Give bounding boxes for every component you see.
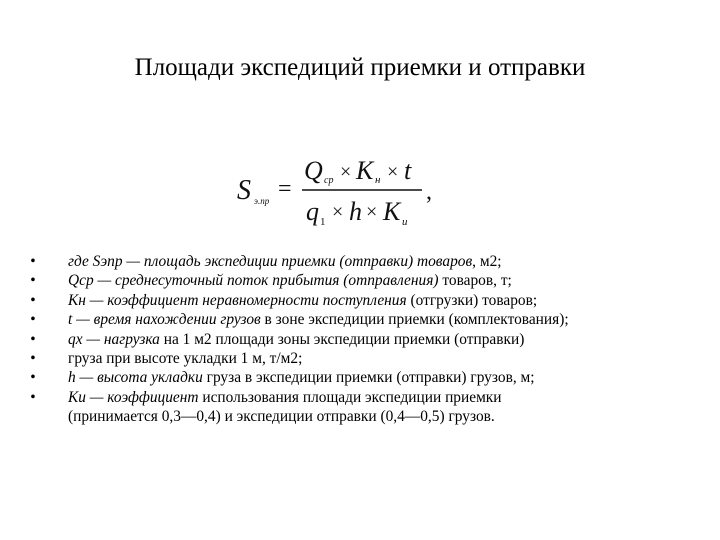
item-plain: использования площади экспедиции приемки bbox=[198, 388, 502, 406]
formula-den-k: K bbox=[383, 197, 401, 226]
list-item bbox=[28, 252, 708, 271]
slide-title: Площади экспедиций приемки и отправки bbox=[134, 54, 586, 81]
item-plain: груза при высоте укладки 1 м, т/м2; bbox=[68, 350, 303, 368]
formula-num-t: t bbox=[404, 156, 412, 185]
list-item bbox=[28, 388, 708, 407]
list-item bbox=[28, 349, 708, 368]
item-plain: , м2; bbox=[472, 253, 502, 270]
item-italic: Qср — среднесуточный поток прибытия (отправления) bbox=[68, 272, 439, 290]
formula-num-times2: × bbox=[387, 161, 399, 183]
formula-num-k: K bbox=[356, 156, 374, 185]
bullet-icon: • bbox=[30, 369, 36, 387]
item-plain: на 1 м2 площади зоны экспедиции приемки (отправки) bbox=[159, 330, 525, 348]
bullet-icon: • bbox=[30, 330, 36, 348]
item-plain: (отгрузки) товаров; bbox=[406, 291, 538, 309]
formula-graphic bbox=[232, 150, 452, 230]
item-plain: груза в экспедиции приемки (отправки) грузов, м; bbox=[202, 369, 535, 387]
formula-den-times1: × bbox=[332, 201, 344, 223]
formula-trailing-comma: , bbox=[426, 179, 432, 205]
list-item bbox=[28, 330, 708, 349]
formula-num-k-sub: н bbox=[375, 174, 381, 186]
item-italic: Ки — коэффициент bbox=[68, 388, 199, 406]
item-italic: Кн — коэффициент неравномерности поступления bbox=[68, 291, 407, 309]
item-italic: h — высота укладки bbox=[68, 369, 203, 387]
formula-den-q-sub: 1 bbox=[320, 216, 326, 228]
bullet-icon: • bbox=[30, 311, 36, 329]
list-item bbox=[28, 310, 708, 329]
formula-den-h: h bbox=[349, 197, 362, 226]
formula-num-q: Q bbox=[304, 156, 323, 185]
area-formula bbox=[232, 150, 452, 230]
continuation-text: (принимается 0,3—0,4) и экспедиции отправки (0,4—0,5) грузов. bbox=[68, 408, 495, 426]
bullet-icon: • bbox=[30, 253, 36, 270]
list-item bbox=[28, 368, 708, 387]
list-item bbox=[28, 271, 708, 290]
bullet-icon: • bbox=[30, 291, 36, 309]
formula-den-k-sub: и bbox=[402, 216, 408, 228]
item-italic: где Sэпр — площадь экспедиции приемки (отправки) товаров bbox=[68, 253, 473, 270]
item-italic: t — время нахождении грузов bbox=[68, 311, 261, 329]
list-item bbox=[28, 291, 708, 310]
formula-lhs-subscript: э.пр bbox=[254, 196, 270, 206]
formula-lhs-symbol: S bbox=[237, 175, 251, 206]
item-italic: qх — нагрузка bbox=[68, 330, 160, 348]
item-plain: товаров, т; bbox=[438, 272, 512, 290]
formula-den-times2: × bbox=[366, 201, 378, 223]
definitions-list bbox=[28, 252, 708, 427]
formula-num-times1: × bbox=[340, 161, 352, 183]
formula-equals: = bbox=[278, 176, 292, 202]
item-plain: в зоне экспедиции приемки (комплектования); bbox=[260, 311, 569, 329]
bullet-icon: • bbox=[30, 350, 36, 368]
formula-num-q-sub: ср bbox=[324, 175, 334, 186]
list-item-continuation bbox=[28, 407, 708, 426]
formula-den-q: q bbox=[306, 197, 319, 226]
bullet-icon: • bbox=[30, 388, 36, 406]
bullet-icon: • bbox=[30, 272, 36, 290]
